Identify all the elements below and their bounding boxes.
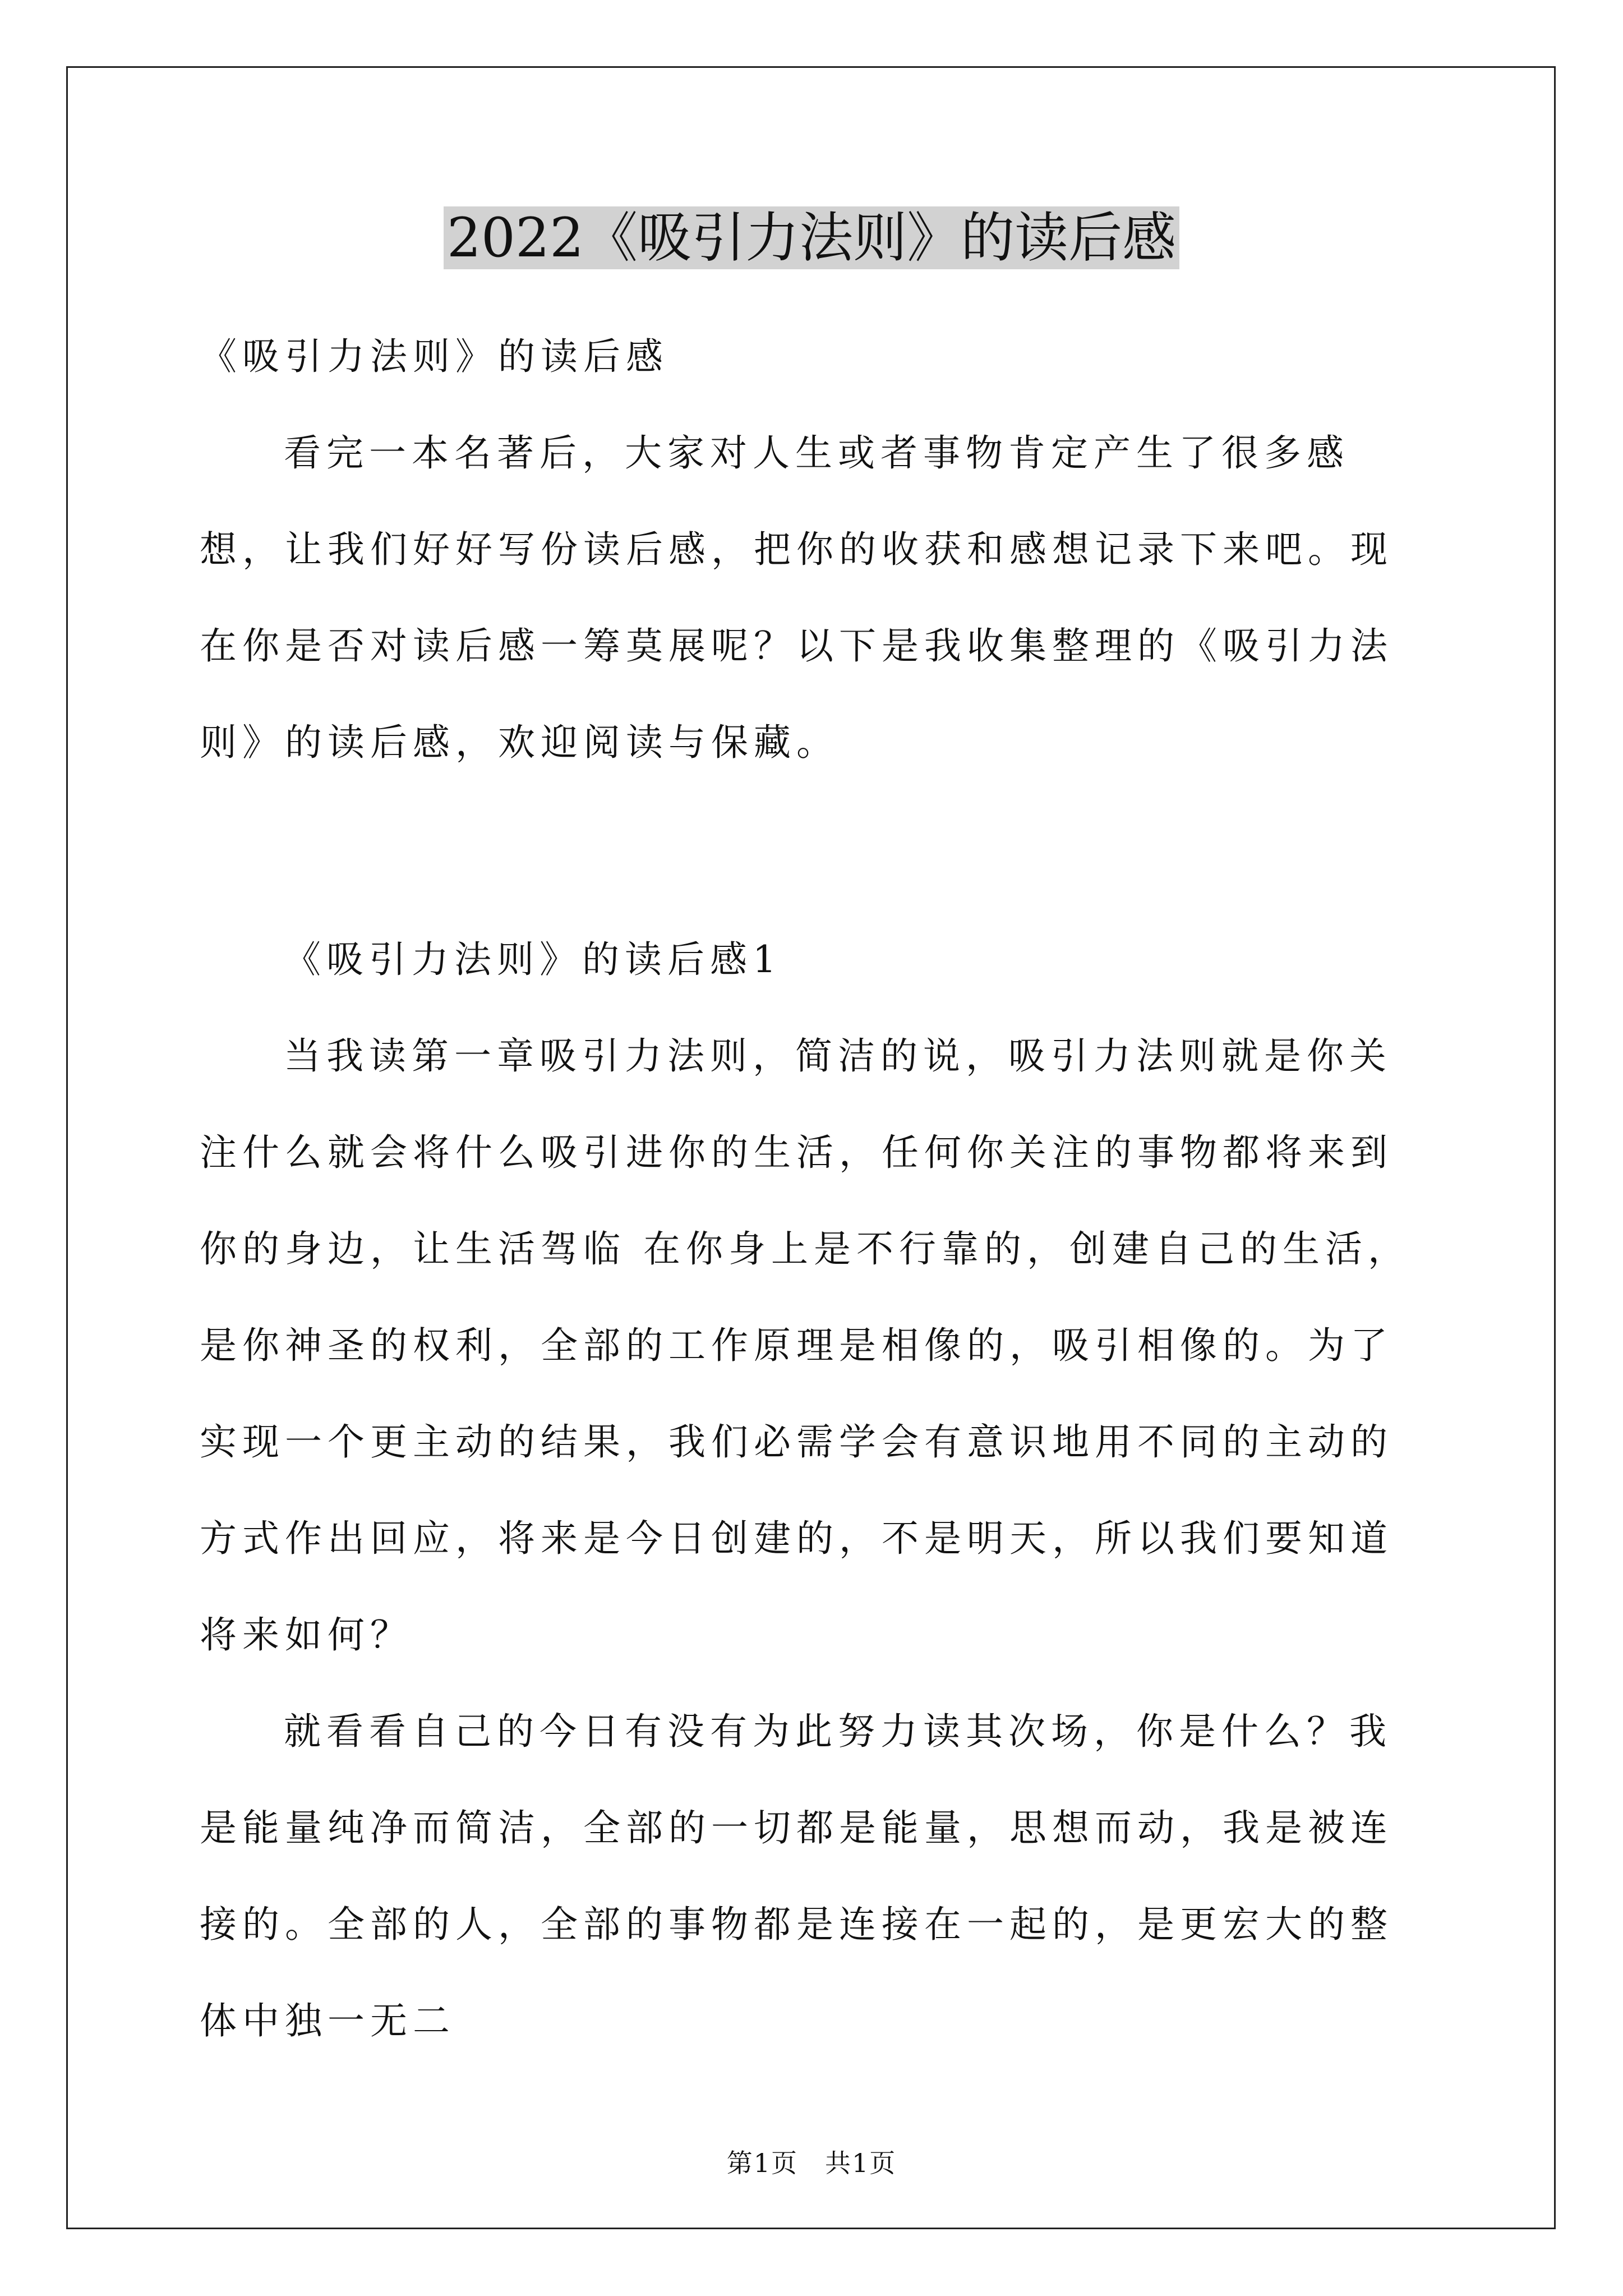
document-body	[200, 309, 1431, 2069]
intro-paragraph: 看完一本名著后，大家对人生或者事物肯定产生了很多感想，让我们好好写份读后感，把你的收获和感想记录下来吧。现在你是否对读后感一筹莫展呢？以下是我收集整理的《吸引力法则》的读后感，欢迎阅读与保藏。	[200, 431, 1393, 764]
section-spacer	[200, 791, 1431, 912]
document-subtitle: 《吸引力法则》的读后感	[200, 335, 668, 378]
section-heading: 《吸引力法则》的读后感1	[284, 938, 782, 981]
body-paragraph: 就看看自己的今日有没有为此努力读其次场，你是什么？我是能量纯净而简洁，全部的一切都是能量，思想而动，我是被连接的。全部的人，全部的事物都是连接在一起的，是更宏大的整体中独一无二	[200, 1710, 1393, 2042]
document-title-text: 2022《吸引力法则》的读后感	[444, 206, 1179, 269]
body-paragraph: 当我读第一章吸引力法则，简洁的说，吸引力法则就是你关注什么就会将什么吸引进你的生活，任何你关注的事物都将来到你的身边，让生活驾临 在你身上是不行靠的，创建自己的生活，是你神圣的权利，全部的工作原理是相像的，吸引相像的。为了实现一个更主动的结果，我们必需学会有意识地用不同的主动的方式作出回应，将来是今日创建的，不是明天，所以我们要知道将来如何？	[200, 1034, 1410, 1657]
page-footer: 第1页 共1页	[726, 2148, 897, 2178]
document-title	[0, 203, 1623, 273]
